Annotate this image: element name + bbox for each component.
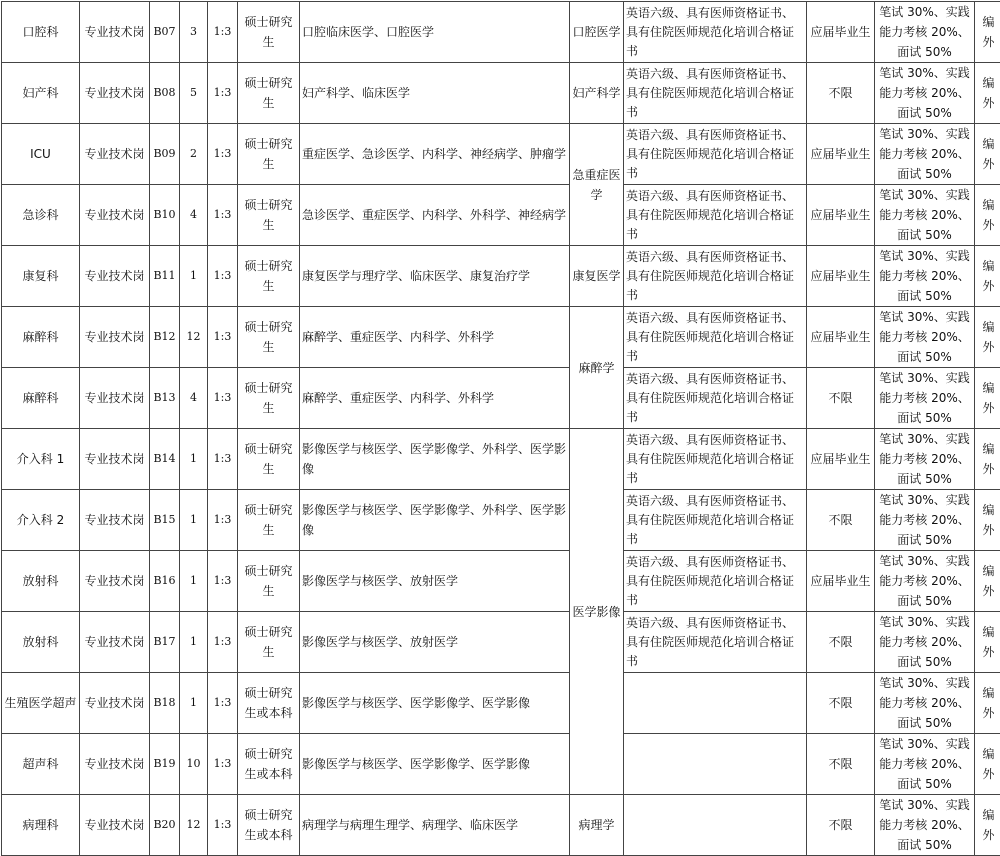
req-cell	[624, 795, 807, 856]
num-cell: 4	[180, 368, 208, 429]
type-cell: 专业技术岗	[80, 2, 150, 63]
edu-cell: 硕士研究生	[238, 63, 300, 124]
type-cell: 专业技术岗	[80, 368, 150, 429]
code-cell: B17	[150, 612, 180, 673]
edu-cell: 硕士研究生	[238, 368, 300, 429]
target-cell: 不限	[807, 795, 875, 856]
ratio-cell: 1:3	[208, 2, 238, 63]
staff-cell: 编外	[975, 429, 1000, 490]
dept-cell: 妇产科	[2, 63, 80, 124]
code-cell: B09	[150, 124, 180, 185]
major-cell: 急诊医学、重症医学、内科学、外科学、神经病学	[300, 185, 570, 246]
dept-cell: 病理科	[2, 795, 80, 856]
dept-cell: 口腔科	[2, 2, 80, 63]
type-cell: 专业技术岗	[80, 185, 150, 246]
major-cell: 康复医学与理疗学、临床医学、康复治疗学	[300, 246, 570, 307]
dept-cell: 超声科	[2, 734, 80, 795]
req-cell: 英语六级、具有医师资格证书、具有住院医师规范化培训合格证书	[624, 429, 807, 490]
req-cell: 英语六级、具有医师资格证书、具有住院医师规范化培训合格证书	[624, 63, 807, 124]
num-cell: 1	[180, 490, 208, 551]
req-cell: 英语六级、具有医师资格证书、具有住院医师规范化培训合格证书	[624, 124, 807, 185]
ratio-cell: 1:3	[208, 246, 238, 307]
code-cell: B13	[150, 368, 180, 429]
num-cell: 10	[180, 734, 208, 795]
ratio-cell: 1:3	[208, 307, 238, 368]
staff-cell: 编外	[975, 63, 1000, 124]
code-cell: B11	[150, 246, 180, 307]
staff-cell: 编外	[975, 734, 1000, 795]
major-cell: 影像医学与核医学、医学影像学、医学影像	[300, 673, 570, 734]
num-cell: 1	[180, 246, 208, 307]
table-row	[2, 63, 1000, 124]
score-cell: 笔试 30%、实践能力考核 20%、面试 50%	[875, 185, 975, 246]
code-cell: B14	[150, 429, 180, 490]
target-cell: 应届毕业生	[807, 2, 875, 63]
staff-cell: 编外	[975, 368, 1000, 429]
ratio-cell: 1:3	[208, 368, 238, 429]
score-cell: 笔试 30%、实践能力考核 20%、面试 50%	[875, 63, 975, 124]
group-cell: 妇产科学	[570, 63, 624, 124]
score-cell: 笔试 30%、实践能力考核 20%、面试 50%	[875, 2, 975, 63]
code-cell: B10	[150, 185, 180, 246]
edu-cell: 硕士研究生	[238, 490, 300, 551]
table-row	[2, 307, 1000, 368]
req-cell: 英语六级、具有医师资格证书、具有住院医师规范化培训合格证书	[624, 246, 807, 307]
req-cell: 英语六级、具有医师资格证书、具有住院医师规范化培训合格证书	[624, 185, 807, 246]
target-cell: 应届毕业生	[807, 124, 875, 185]
req-cell: 英语六级、具有医师资格证书、具有住院医师规范化培训合格证书	[624, 490, 807, 551]
staff-cell: 编外	[975, 307, 1000, 368]
score-cell: 笔试 30%、实践能力考核 20%、面试 50%	[875, 307, 975, 368]
staff-cell: 编外	[975, 490, 1000, 551]
type-cell: 专业技术岗	[80, 307, 150, 368]
table-body	[2, 2, 1000, 856]
type-cell: 专业技术岗	[80, 63, 150, 124]
ratio-cell: 1:3	[208, 734, 238, 795]
table-row	[2, 490, 1000, 551]
score-cell: 笔试 30%、实践能力考核 20%、面试 50%	[875, 673, 975, 734]
edu-cell: 硕士研究生	[238, 246, 300, 307]
staff-cell: 编外	[975, 795, 1000, 856]
table-row	[2, 795, 1000, 856]
edu-cell: 硕士研究生	[238, 185, 300, 246]
group-cell: 麻醉学	[570, 307, 624, 429]
code-cell: B08	[150, 63, 180, 124]
ratio-cell: 1:3	[208, 63, 238, 124]
req-cell: 英语六级、具有医师资格证书、具有住院医师规范化培训合格证书	[624, 307, 807, 368]
score-cell: 笔试 30%、实践能力考核 20%、面试 50%	[875, 368, 975, 429]
score-cell: 笔试 30%、实践能力考核 20%、面试 50%	[875, 612, 975, 673]
dept-cell: ICU	[2, 124, 80, 185]
staff-cell: 编外	[975, 551, 1000, 612]
target-cell: 应届毕业生	[807, 551, 875, 612]
target-cell: 不限	[807, 612, 875, 673]
dept-cell: 放射科	[2, 551, 80, 612]
target-cell: 不限	[807, 368, 875, 429]
num-cell: 3	[180, 2, 208, 63]
table-row	[2, 734, 1000, 795]
req-cell	[624, 673, 807, 734]
recruitment-table	[1, 1, 1000, 856]
req-cell: 英语六级、具有医师资格证书、具有住院医师规范化培训合格证书	[624, 368, 807, 429]
code-cell: B07	[150, 2, 180, 63]
staff-cell: 编外	[975, 673, 1000, 734]
code-cell: B20	[150, 795, 180, 856]
staff-cell: 编外	[975, 246, 1000, 307]
target-cell: 应届毕业生	[807, 246, 875, 307]
major-cell: 口腔临床医学、口腔医学	[300, 2, 570, 63]
group-cell: 急重症医学	[570, 124, 624, 246]
staff-cell: 编外	[975, 612, 1000, 673]
type-cell: 专业技术岗	[80, 551, 150, 612]
target-cell: 不限	[807, 734, 875, 795]
ratio-cell: 1:3	[208, 185, 238, 246]
req-cell: 英语六级、具有医师资格证书、具有住院医师规范化培训合格证书	[624, 612, 807, 673]
type-cell: 专业技术岗	[80, 795, 150, 856]
num-cell: 5	[180, 63, 208, 124]
table-row	[2, 185, 1000, 246]
code-cell: B18	[150, 673, 180, 734]
edu-cell: 硕士研究生或本科	[238, 795, 300, 856]
edu-cell: 硕士研究生	[238, 612, 300, 673]
ratio-cell: 1:3	[208, 795, 238, 856]
table-row	[2, 246, 1000, 307]
table-row	[2, 368, 1000, 429]
major-cell: 影像医学与核医学、医学影像学、医学影像	[300, 734, 570, 795]
dept-cell: 急诊科	[2, 185, 80, 246]
num-cell: 1	[180, 429, 208, 490]
dept-cell: 放射科	[2, 612, 80, 673]
group-cell: 医学影像	[570, 429, 624, 795]
ratio-cell: 1:3	[208, 612, 238, 673]
type-cell: 专业技术岗	[80, 734, 150, 795]
target-cell: 应届毕业生	[807, 307, 875, 368]
score-cell: 笔试 30%、实践能力考核 20%、面试 50%	[875, 551, 975, 612]
staff-cell: 编外	[975, 185, 1000, 246]
edu-cell: 硕士研究生	[238, 551, 300, 612]
group-cell: 口腔医学	[570, 2, 624, 63]
num-cell: 1	[180, 551, 208, 612]
type-cell: 专业技术岗	[80, 246, 150, 307]
type-cell: 专业技术岗	[80, 490, 150, 551]
score-cell: 笔试 30%、实践能力考核 20%、面试 50%	[875, 124, 975, 185]
table-row	[2, 124, 1000, 185]
dept-cell: 康复科	[2, 246, 80, 307]
edu-cell: 硕士研究生或本科	[238, 673, 300, 734]
ratio-cell: 1:3	[208, 429, 238, 490]
staff-cell: 编外	[975, 2, 1000, 63]
edu-cell: 硕士研究生	[238, 307, 300, 368]
type-cell: 专业技术岗	[80, 429, 150, 490]
dept-cell: 介入科 2	[2, 490, 80, 551]
edu-cell: 硕士研究生	[238, 124, 300, 185]
target-cell: 不限	[807, 490, 875, 551]
ratio-cell: 1:3	[208, 673, 238, 734]
edu-cell: 硕士研究生或本科	[238, 734, 300, 795]
num-cell: 1	[180, 673, 208, 734]
req-cell: 英语六级、具有医师资格证书、具有住院医师规范化培训合格证书	[624, 551, 807, 612]
score-cell: 笔试 30%、实践能力考核 20%、面试 50%	[875, 734, 975, 795]
table-row	[2, 612, 1000, 673]
num-cell: 4	[180, 185, 208, 246]
type-cell: 专业技术岗	[80, 673, 150, 734]
num-cell: 2	[180, 124, 208, 185]
ratio-cell: 1:3	[208, 551, 238, 612]
table-row	[2, 2, 1000, 63]
staff-cell: 编外	[975, 124, 1000, 185]
dept-cell: 麻醉科	[2, 307, 80, 368]
num-cell: 12	[180, 795, 208, 856]
ratio-cell: 1:3	[208, 490, 238, 551]
major-cell: 病理学与病理生理学、病理学、临床医学	[300, 795, 570, 856]
major-cell: 妇产科学、临床医学	[300, 63, 570, 124]
type-cell: 专业技术岗	[80, 124, 150, 185]
code-cell: B15	[150, 490, 180, 551]
major-cell: 影像医学与核医学、放射医学	[300, 612, 570, 673]
type-cell: 专业技术岗	[80, 612, 150, 673]
target-cell: 不限	[807, 673, 875, 734]
dept-cell: 麻醉科	[2, 368, 80, 429]
major-cell: 重症医学、急诊医学、内科学、神经病学、肿瘤学	[300, 124, 570, 185]
score-cell: 笔试 30%、实践能力考核 20%、面试 50%	[875, 246, 975, 307]
major-cell: 麻醉学、重症医学、内科学、外科学	[300, 368, 570, 429]
dept-cell: 介入科 1	[2, 429, 80, 490]
group-cell: 康复医学	[570, 246, 624, 307]
ratio-cell: 1:3	[208, 124, 238, 185]
num-cell: 12	[180, 307, 208, 368]
target-cell: 不限	[807, 63, 875, 124]
score-cell: 笔试 30%、实践能力考核 20%、面试 50%	[875, 795, 975, 856]
target-cell: 应届毕业生	[807, 429, 875, 490]
major-cell: 影像医学与核医学、放射医学	[300, 551, 570, 612]
code-cell: B19	[150, 734, 180, 795]
dept-cell: 生殖医学超声	[2, 673, 80, 734]
req-cell: 英语六级、具有医师资格证书、具有住院医师规范化培训合格证书	[624, 2, 807, 63]
target-cell: 应届毕业生	[807, 185, 875, 246]
table-row	[2, 551, 1000, 612]
edu-cell: 硕士研究生	[238, 429, 300, 490]
edu-cell: 硕士研究生	[238, 2, 300, 63]
score-cell: 笔试 30%、实践能力考核 20%、面试 50%	[875, 429, 975, 490]
table-row	[2, 673, 1000, 734]
major-cell: 影像医学与核医学、医学影像学、外科学、医学影像	[300, 490, 570, 551]
group-cell: 病理学	[570, 795, 624, 856]
code-cell: B12	[150, 307, 180, 368]
code-cell: B16	[150, 551, 180, 612]
num-cell: 1	[180, 612, 208, 673]
table-row	[2, 429, 1000, 490]
major-cell: 麻醉学、重症医学、内科学、外科学	[300, 307, 570, 368]
major-cell: 影像医学与核医学、医学影像学、外科学、医学影像	[300, 429, 570, 490]
score-cell: 笔试 30%、实践能力考核 20%、面试 50%	[875, 490, 975, 551]
req-cell	[624, 734, 807, 795]
